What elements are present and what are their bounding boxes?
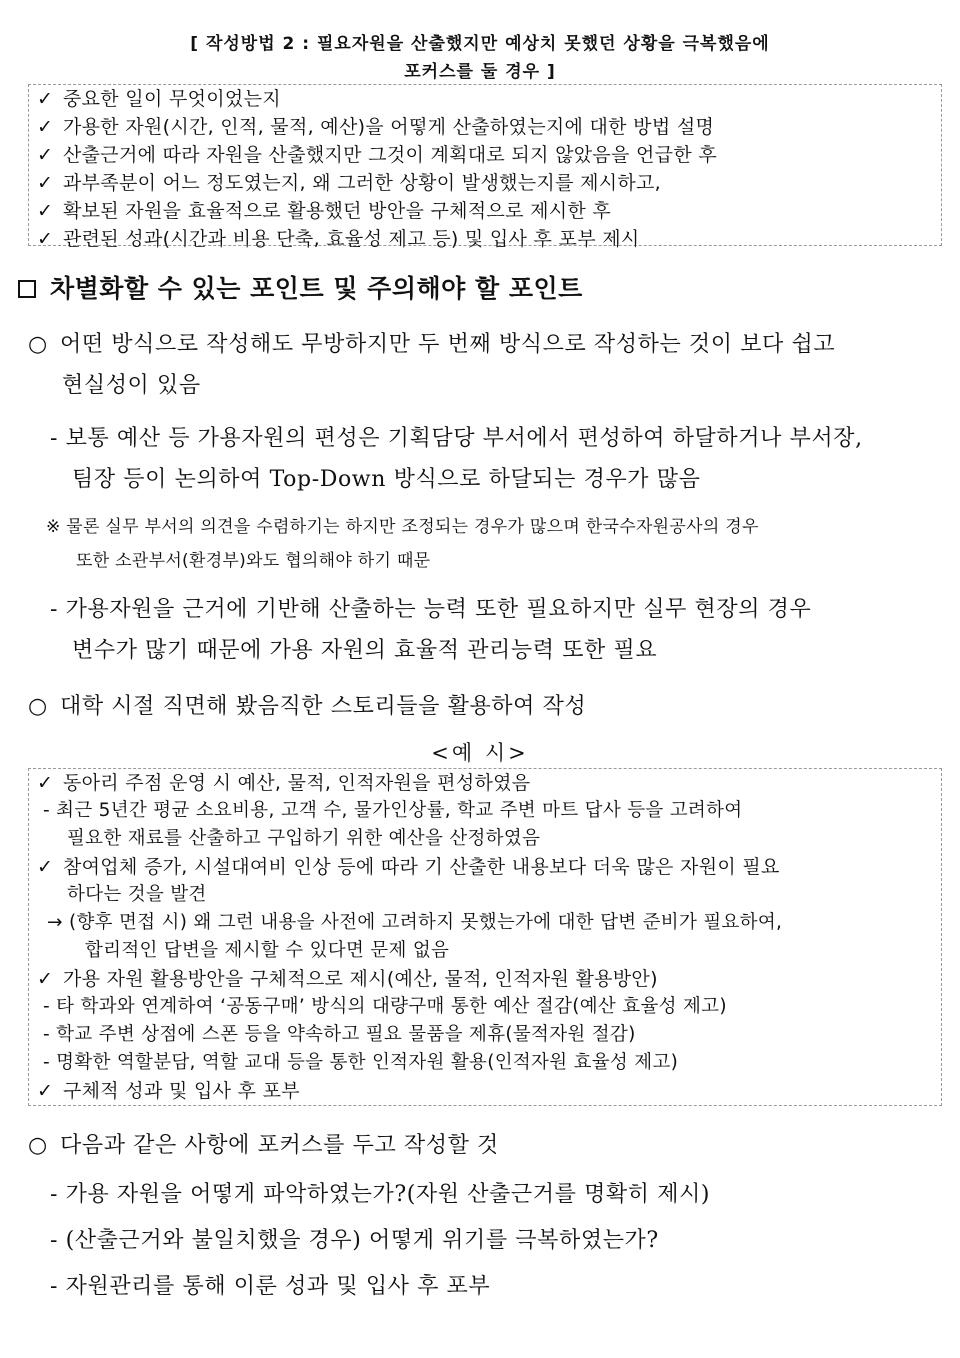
checklist-item-text: 과부족분이 어느 정도였는지, 왜 그러한 상황이 발생했는지를 제시하고, — [63, 172, 662, 194]
example-line: - 타 학과와 연계하여 ‘공동구매’ 방식의 대량구매 통한 예산 절감(예산 효율성 제고) — [43, 996, 727, 1017]
example-line: - 최근 5년간 평균 소요비용, 고객 수, 물가인상률, 학교 주변 마트 답사 등을 고려하여 — [43, 800, 743, 821]
example-line: - 명확한 역할분담, 역할 교대 등을 통한 인적자원 활용(인적자원 효율성 제고) — [43, 1052, 679, 1073]
example-line: 합리적인 답변을 제시할 수 있다면 문제 없음 — [85, 940, 450, 961]
note-line-1: ※ 물론 실무 부서의 의견을 수렴하기는 하지만 조정되는 경우가 많으며 한국수자원공사의 경우 — [46, 517, 759, 537]
example-line — [29, 769, 941, 797]
focus-item-3: - 자원관리를 통해 이룬 성과 및 입사 후 포부 — [50, 1274, 491, 1299]
check-icon: ✓ — [37, 116, 54, 138]
point-text: 대학 시절 직면해 봤음직한 스토리들을 활용하여 작성 — [60, 694, 587, 719]
example-line-text: 동아리 주점 운영 시 예산, 물적, 인적자원을 편성하였음 — [63, 772, 531, 794]
check-icon: ✓ — [37, 172, 54, 194]
checklist-item-text: 중요한 일이 무엇이었는지 — [63, 88, 281, 110]
example-caption: <예 시> — [431, 741, 529, 765]
example-line — [29, 853, 941, 881]
detail-1-line-2: 팀장 등이 논의하여 Top-Down 방식으로 하달되는 경우가 많음 — [72, 467, 701, 492]
section-heading — [18, 272, 583, 306]
example-line — [29, 965, 941, 993]
method-title-line2: 포커스를 둘 경우 ] — [404, 62, 556, 82]
circle-bullet-icon: ○ — [28, 332, 48, 357]
focus-text: 다음과 같은 사항에 포커스를 두고 작성할 것 — [60, 1133, 499, 1158]
checklist-item-text: 산출근거에 따라 자원을 산출했지만 그것이 계획대로 되지 않았음을 언급한 후 — [63, 144, 717, 166]
check-icon: ✓ — [37, 200, 54, 222]
example-line — [29, 1077, 941, 1105]
method-title-line1: [ 작성방법 2 : 필요자원을 산출했지만 예상치 못했던 상황을 극복했음에 — [190, 34, 770, 54]
detail-1-line-1: - 보통 예산 등 가용자원의 편성은 기획담당 부서에서 편성하여 하달하거나 부서장, — [50, 426, 863, 451]
check-icon: ✓ — [37, 856, 54, 878]
check-icon: ✓ — [37, 1080, 54, 1102]
check-icon: ✓ — [37, 88, 54, 110]
focus-point — [28, 1125, 499, 1166]
example-line-text: 참여업체 증가, 시설대여비 인상 등에 따라 기 산출한 내용보다 더욱 많은 자원이 필요 — [63, 856, 780, 878]
checklist-item — [29, 197, 941, 225]
detail-2-line-1: - 가용자원을 근거에 기반해 산출하는 능력 또한 필요하지만 실무 현장의 경우 — [50, 597, 812, 622]
example-line: 필요한 재료를 산출하고 구입하기 위한 예산을 산정하였음 — [67, 828, 541, 849]
example-line: - 학교 주변 상점에 스폰 등을 약속하고 필요 물품을 제휴(물적자원 절감) — [43, 1024, 636, 1045]
checklist-item — [29, 141, 941, 169]
focus-item-1: - 가용 자원을 어떻게 파악하였는가?(자원 산출근거를 명확히 제시) — [50, 1182, 711, 1207]
example-box — [28, 768, 942, 1106]
method-checklist-box — [28, 84, 942, 250]
example-line: → (향후 면접 시) 왜 그런 내용을 사전에 고려하지 못했는가에 대한 답변 준비가 필요하여, — [47, 912, 783, 933]
checklist-item-text: 관련된 성과(시간과 비용 단축, 효율성 제고 등) 및 입사 후 포부 제시 — [63, 228, 640, 250]
check-icon: ✓ — [37, 144, 54, 166]
checklist-item-text: 확보된 자원을 효율적으로 활용했던 방안을 구체적으로 제시한 후 — [63, 200, 612, 222]
check-icon: ✓ — [37, 228, 54, 250]
check-icon: ✓ — [37, 968, 54, 990]
section-heading-text: 차별화할 수 있는 포인트 및 주의해야 할 포인트 — [50, 274, 583, 303]
checklist-item — [29, 169, 941, 197]
checklist-item — [29, 225, 941, 253]
example-line-text: 가용 자원 활용방안을 구체적으로 제시(예산, 물적, 인적자원 활용방안) — [63, 968, 658, 990]
note-line-2: 또한 소관부서(환경부)와도 협의해야 하기 때문 — [76, 551, 431, 571]
square-bullet-icon — [18, 280, 36, 298]
detail-2-line-2: 변수가 많기 때문에 가용 자원의 효율적 관리능력 또한 필요 — [72, 638, 658, 663]
focus-item-2: - (산출근거와 불일치했을 경우) 어떻게 위기를 극복하였는가? — [50, 1228, 659, 1253]
example-line: 하다는 것을 발견 — [67, 884, 207, 905]
checklist-item-text: 가용한 자원(시간, 인적, 물적, 예산)을 어떻게 산출하였는지에 대한 방법 설명 — [63, 116, 715, 138]
point-2 — [28, 686, 586, 727]
point-text: 어떤 방식으로 작성해도 무방하지만 두 번째 방식으로 작성하는 것이 보다 쉽고 — [60, 332, 836, 357]
example-line-text: 구체적 성과 및 입사 후 포부 — [63, 1080, 300, 1102]
circle-bullet-icon: ○ — [28, 1133, 48, 1158]
point-1-line-1 — [28, 324, 835, 365]
checklist-item — [29, 113, 941, 141]
point-1-line-2: 현실성이 있음 — [62, 373, 201, 398]
checklist-item — [29, 85, 941, 113]
circle-bullet-icon: ○ — [28, 694, 48, 719]
check-icon: ✓ — [37, 772, 54, 794]
